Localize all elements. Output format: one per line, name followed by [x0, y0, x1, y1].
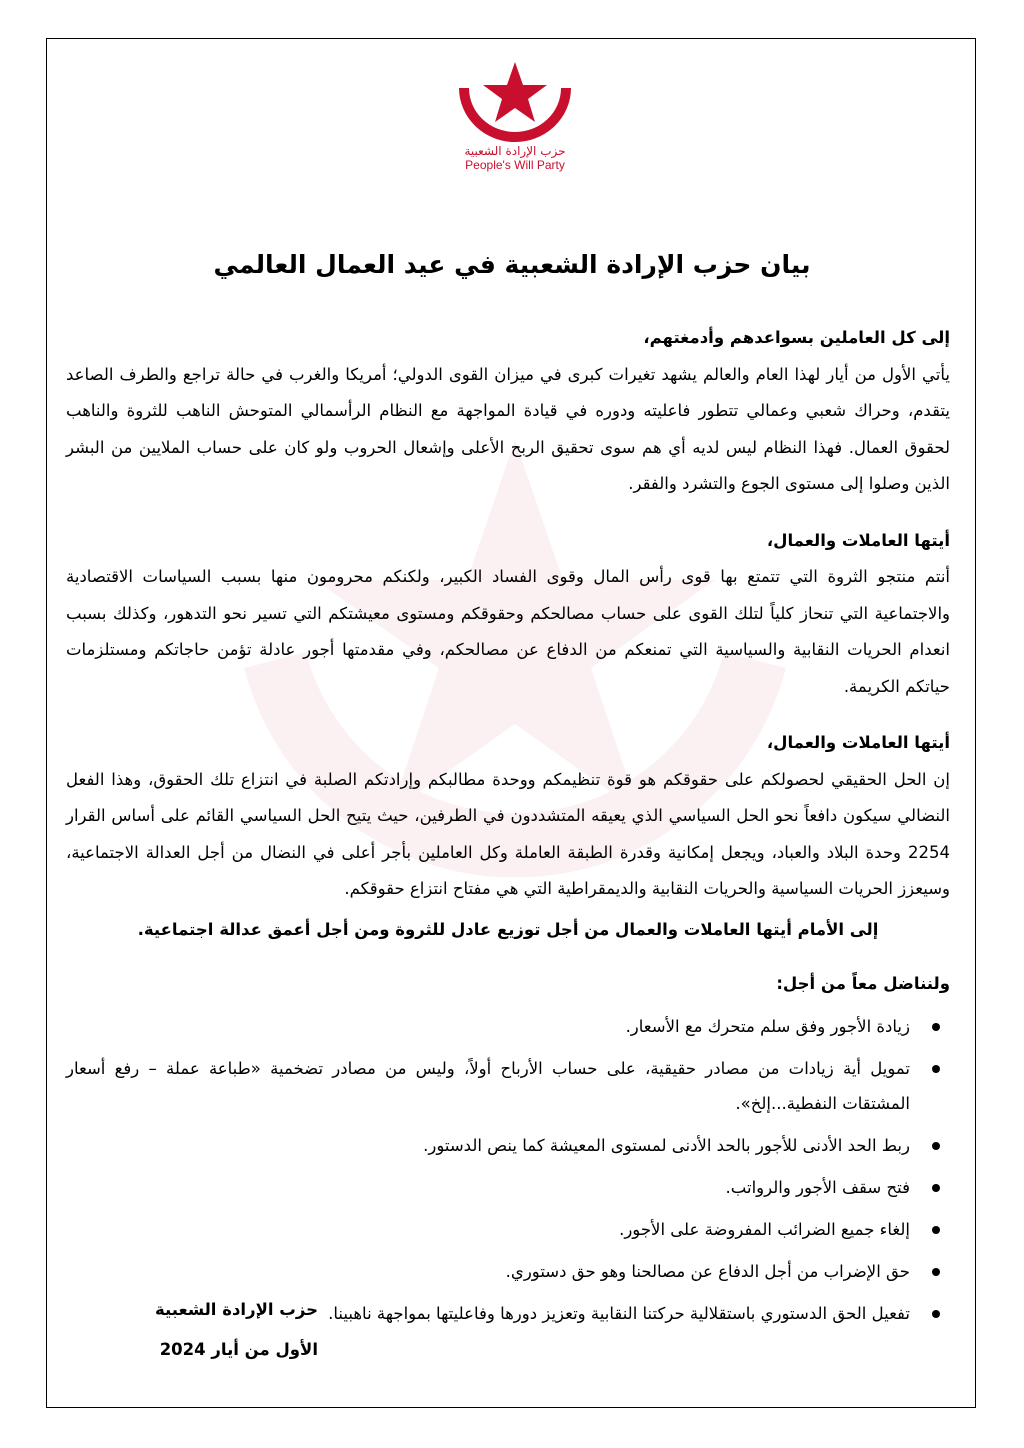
- signature-block: [118, 1290, 318, 1370]
- slogan: إلى الأمام أيتها العاملات والعمال من أجل توزيع عادل للثروة ومن أجل أعمق عدالة اجتماعية.: [137, 919, 879, 939]
- demands-list: [66, 1009, 950, 1331]
- section-heading: إلى كل العاملين بسواعدهم وأدمغتهم،: [643, 328, 950, 347]
- demand-text: ربط الحد الأدنى للأجور بالحد الأدنى لمستوى المعيشة كما ينص الدستور.: [423, 1135, 910, 1155]
- demand-text: فتح سقف الأجور والرواتب.: [725, 1177, 910, 1197]
- bullet-icon: [932, 1184, 940, 1192]
- demand-text: تمويل أية زيادات من مصادر حقيقية، على حساب الأرباح أولاً، وليس من مصادر تضخمية «طباعة عملة – رفع أسعار المشتقات النفطية...إلخ».: [66, 1058, 910, 1113]
- list-item: [66, 1009, 950, 1044]
- section-paragraph: أنتم منتجو الثروة التي تتمتع بها قوى رأس المال وقوى الفساد الكبير، ولكنكم محرومون منها بسبب السياسات الاقتصادية والاجتماعية التي تنحاز كلياً لتلك القوى على حساب مصالحكم وحقوقكم ومستوى معيشتكم التي تسير نحو التدهور، وكذلك بسبب انعدام الحريات النقابية والسياسية التي تمنعكم من الدفاع عن مصالحكم، وفي مقدمتها أجور عادلة تؤمن حاجاتكم ومستلزمات حياتكم الكريمة.: [66, 567, 950, 696]
- logo-english-name: People's Will Party: [465, 158, 565, 172]
- signature-party: حزب الإرادة الشعبية: [155, 1300, 318, 1319]
- demands-heading: ولنناضل معاً من أجل:: [776, 974, 950, 993]
- list-item: [66, 1051, 950, 1121]
- document-title: بيان حزب الإرادة الشعبية في عيد العمال العالمي: [213, 250, 811, 279]
- logo-arabic-name: حزب الإرادة الشعبية: [464, 144, 566, 158]
- list-item: [66, 1170, 950, 1205]
- demand-text: حق الإضراب من أجل الدفاع عن مصالحنا وهو حق دستوري.: [505, 1261, 910, 1281]
- bullet-icon: [932, 1310, 940, 1318]
- section-heading: أيتها العاملات والعمال،: [766, 530, 950, 550]
- section-heading: أيتها العاملات والعمال،: [766, 733, 950, 752]
- bullet-icon: [932, 1268, 940, 1276]
- party-logo: [430, 58, 600, 208]
- bullet-icon: [932, 1226, 940, 1234]
- list-item: [66, 1254, 950, 1289]
- list-item: [66, 1212, 950, 1247]
- bullet-icon: [932, 1023, 940, 1031]
- demand-text: تفعيل الحق الدستوري باستقلالية حركتنا النقابية وتعزيز دورها وفاعليتها بمواجهة ناهبينا.: [328, 1303, 910, 1323]
- statement-body: [66, 320, 950, 1338]
- section-paragraph: يأتي الأول من أيار لهذا العام والعالم يشهد تغيرات كبرى في ميزان القوى الدولي؛ أمريكا والغرب في حالة تراجع والطرف الصاعد يتقدم، وحراك شعبي وعمالي تتطور فاعليته ودوره في قيادة المواجهة مع النظام الرأسمالي المتوحش الناهب للثروة والناهب لحقوق العمال. فهذا النظام ليس لديه أي هم سوى تحقيق الربح الأعلى وإشعال الحروب ولو كان على حساب الملايين من البشر الذين وصلوا إلى مستوى الجوع والتشرد والفقر.: [66, 364, 950, 493]
- star-crescent-icon: [457, 58, 573, 144]
- signature-date: الأول من أيار 2024: [159, 1340, 318, 1359]
- demand-text: زيادة الأجور وفق سلم متحرك مع الأسعار.: [625, 1016, 910, 1036]
- bullet-icon: [932, 1142, 940, 1150]
- demand-text: إلغاء جميع الضرائب المفروضة على الأجور.: [619, 1219, 910, 1239]
- section-paragraph: إن الحل الحقيقي لحصولكم على حقوقكم هو قوة تنظيمكم ووحدة مطالبكم وإرادتكم الصلبة في انتزاع تلك الحقوق، وهذا الفعل النضالي سيكون دافعاً نحو الحل السياسي الذي يعيقه المتشددون في الطرفين، حيث يتيح الحل السياسي القائم على أساس القرار 2254 وحدة البلاد والعباد، ويجعل إمكانية وقدرة الطبقة العاملة وكل العاملين بأجر أعلى في النضال من أجل العدالة الاجتماعية، وسيعزز الحريات السياسية والحريات النقابية والديمقراطية التي هي مفتاح انتزاع حقوقكم.: [66, 769, 950, 898]
- bullet-icon: [932, 1065, 940, 1073]
- list-item: [66, 1128, 950, 1163]
